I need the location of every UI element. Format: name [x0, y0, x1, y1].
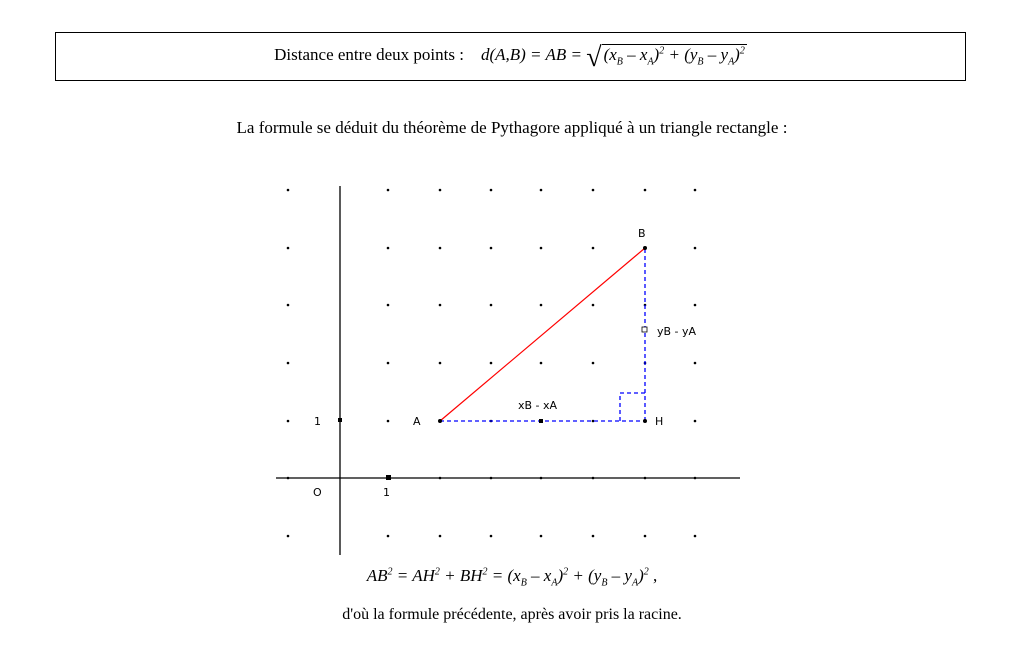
- grid-dot: [490, 247, 493, 250]
- grid-dot: [644, 535, 647, 538]
- formula-radicand: $(x_B - x_A)^2 + (y_B - y_A)^2$: [603, 45, 745, 68]
- grid-dot: [490, 362, 493, 365]
- grid-dot: [439, 304, 442, 307]
- grid-dots: [287, 189, 697, 538]
- grid-dot: [287, 535, 290, 538]
- grid-dot: [592, 247, 595, 250]
- grid-dot: [540, 247, 543, 250]
- formula-lhs: d(A,B) = AB =: [480, 45, 582, 64]
- grid-dot: [694, 535, 697, 538]
- label-one-x: 1: [383, 486, 390, 499]
- intro-text: La formule se déduit du théorème de Pythagore appliqué à un triangle rectangle :: [236, 118, 788, 137]
- midpoint-ah: [539, 419, 543, 423]
- grid-dot: [694, 189, 697, 192]
- grid-dot: [592, 362, 595, 365]
- grid-dot: [540, 535, 543, 538]
- pythagoras-equation: $AB^2 = AH^2 + BH^2 = (x_B - x_A)^2 + (y_B - y_A)^2$ ,: [366, 566, 658, 589]
- label-one-y: 1: [314, 415, 321, 428]
- hypotenuse-ab: [440, 248, 645, 421]
- grid-dot: [694, 420, 697, 423]
- grid-dot: [592, 535, 595, 538]
- formula-label: Distance entre deux points :: [274, 45, 464, 64]
- grid-dot: [694, 304, 697, 307]
- grid-dot: [540, 362, 543, 365]
- grid-dot: [387, 420, 390, 423]
- conclusion-text: d'où la formule précédente, après avoir pris la racine.: [342, 606, 682, 623]
- label-b: B: [638, 227, 646, 240]
- grid-dot: [490, 535, 493, 538]
- grid-dot: [592, 420, 595, 423]
- grid-dot: [287, 362, 290, 365]
- unit-marker-x: [386, 475, 391, 480]
- grid-dot: [694, 247, 697, 250]
- point-b: [643, 246, 647, 250]
- grid-dot: [439, 362, 442, 365]
- unit-marker-y: [338, 418, 342, 422]
- label-origin: O: [313, 486, 322, 499]
- grid-dot: [439, 247, 442, 250]
- grid-dot: [592, 304, 595, 307]
- grid-dot: [387, 362, 390, 365]
- point-a: [438, 419, 442, 423]
- grid-dot: [387, 189, 390, 192]
- label-horizontal-leg: xB - xA: [518, 399, 558, 412]
- grid-dot: [644, 189, 647, 192]
- grid-dot: [540, 304, 543, 307]
- label-a: A: [413, 415, 421, 428]
- grid-dot: [287, 420, 290, 423]
- grid-dot: [387, 304, 390, 307]
- grid-dot: [387, 535, 390, 538]
- grid-dot: [490, 304, 493, 307]
- midpoint-bh: [642, 327, 647, 332]
- right-angle-mark: [620, 393, 645, 421]
- grid-dot: [490, 189, 493, 192]
- grid-dot: [387, 247, 390, 250]
- label-vertical-leg: yB - yA: [657, 325, 697, 338]
- grid-dot: [439, 189, 442, 192]
- label-h: H: [655, 415, 664, 428]
- grid-dot: [287, 189, 290, 192]
- grid-dot: [694, 362, 697, 365]
- point-h: [643, 419, 647, 423]
- sqrt-icon: √: [586, 42, 602, 73]
- grid-dot: [287, 304, 290, 307]
- grid-dot: [439, 535, 442, 538]
- grid-dot: [287, 247, 290, 250]
- grid-dot: [540, 189, 543, 192]
- grid-dot: [592, 189, 595, 192]
